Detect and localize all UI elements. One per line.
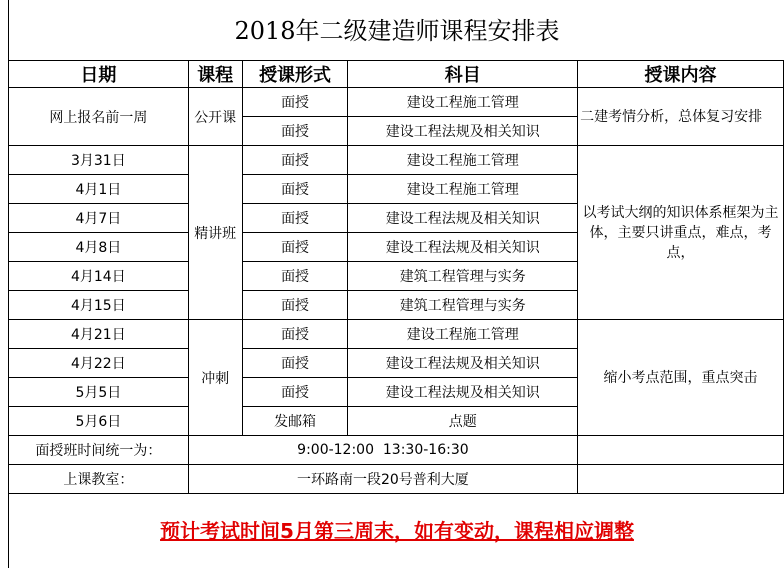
header-content: 授课内容 bbox=[578, 61, 784, 88]
course-cell-intensive: 精讲班 bbox=[188, 146, 242, 320]
date-cell: 4月8日 bbox=[9, 233, 189, 262]
content-cell-open: 二建考情分析，总体复习安排 bbox=[578, 88, 784, 146]
course-cell-open: 公开课 bbox=[188, 88, 242, 146]
subject-cell: 建设工程施工管理 bbox=[348, 175, 578, 204]
content-cell-sprint: 缩小考点范围，重点突击 bbox=[578, 320, 784, 436]
subject-cell: 建设工程施工管理 bbox=[348, 146, 578, 175]
header-course: 课程 bbox=[188, 61, 242, 88]
subject-cell: 建筑工程管理与实务 bbox=[348, 262, 578, 291]
date-cell: 4月14日 bbox=[9, 262, 189, 291]
subject-cell: 建设工程法规及相关知识 bbox=[348, 233, 578, 262]
notice-area bbox=[8, 493, 784, 568]
date-cell: 4月15日 bbox=[9, 291, 189, 320]
format-cell: 面授 bbox=[242, 349, 348, 378]
format-cell: 面授 bbox=[242, 117, 348, 146]
date-cell: 网上报名前一周 bbox=[9, 88, 189, 146]
date-cell: 4月22日 bbox=[9, 349, 189, 378]
table-row bbox=[9, 320, 784, 349]
time-row bbox=[9, 436, 784, 465]
room-label: 上课教室： bbox=[9, 465, 189, 494]
header-format: 授课形式 bbox=[242, 61, 348, 88]
subject-cell: 建筑工程管理与实务 bbox=[348, 291, 578, 320]
subject-cell: 建设工程施工管理 bbox=[348, 88, 578, 117]
date-cell: 5月6日 bbox=[9, 407, 189, 436]
format-cell: 面授 bbox=[242, 175, 348, 204]
table-row bbox=[9, 146, 784, 175]
date-cell: 4月1日 bbox=[9, 175, 189, 204]
table-row bbox=[9, 88, 784, 117]
date-cell: 4月21日 bbox=[9, 320, 189, 349]
exam-notice: 预计考试时间5月第三周末，如有变动，课程相应调整 bbox=[160, 519, 634, 543]
subject-cell: 点题 bbox=[348, 407, 578, 436]
empty-cell bbox=[578, 465, 784, 494]
subject-cell: 建设工程施工管理 bbox=[348, 320, 578, 349]
subject-cell: 建设工程法规及相关知识 bbox=[348, 204, 578, 233]
format-cell: 面授 bbox=[242, 88, 348, 117]
format-cell: 面授 bbox=[242, 146, 348, 175]
empty-cell bbox=[578, 436, 784, 465]
room-value: 一环路南一段20号普利大厦 bbox=[188, 465, 577, 494]
header-row bbox=[9, 61, 784, 88]
time-label: 面授班时间统一为： bbox=[9, 436, 189, 465]
format-cell: 面授 bbox=[242, 320, 348, 349]
date-cell: 4月7日 bbox=[9, 204, 189, 233]
format-cell: 面授 bbox=[242, 291, 348, 320]
format-cell: 面授 bbox=[242, 262, 348, 291]
header-subject: 科目 bbox=[348, 61, 578, 88]
format-cell: 面授 bbox=[242, 204, 348, 233]
course-cell-sprint: 冲刺 bbox=[188, 320, 242, 436]
content-cell-intensive: 以考试大纲的知识体系框架为主体，主要只讲重点，难点，考点， bbox=[578, 146, 784, 320]
time-value: 9:00-12:00 13:30-16:30 bbox=[188, 436, 577, 465]
header-date: 日期 bbox=[9, 61, 189, 88]
room-row bbox=[9, 465, 784, 494]
schedule-table bbox=[8, 60, 784, 494]
format-cell: 面授 bbox=[242, 378, 348, 407]
subject-cell: 建设工程法规及相关知识 bbox=[348, 378, 578, 407]
date-cell: 3月31日 bbox=[9, 146, 189, 175]
subject-cell: 建设工程法规及相关知识 bbox=[348, 349, 578, 378]
format-cell: 发邮箱 bbox=[242, 407, 348, 436]
date-cell: 5月5日 bbox=[9, 378, 189, 407]
format-cell: 面授 bbox=[242, 233, 348, 262]
page-title: 2018年二级建造师课程安排表 bbox=[234, 17, 560, 45]
subject-cell: 建设工程法规及相关知识 bbox=[348, 117, 578, 146]
